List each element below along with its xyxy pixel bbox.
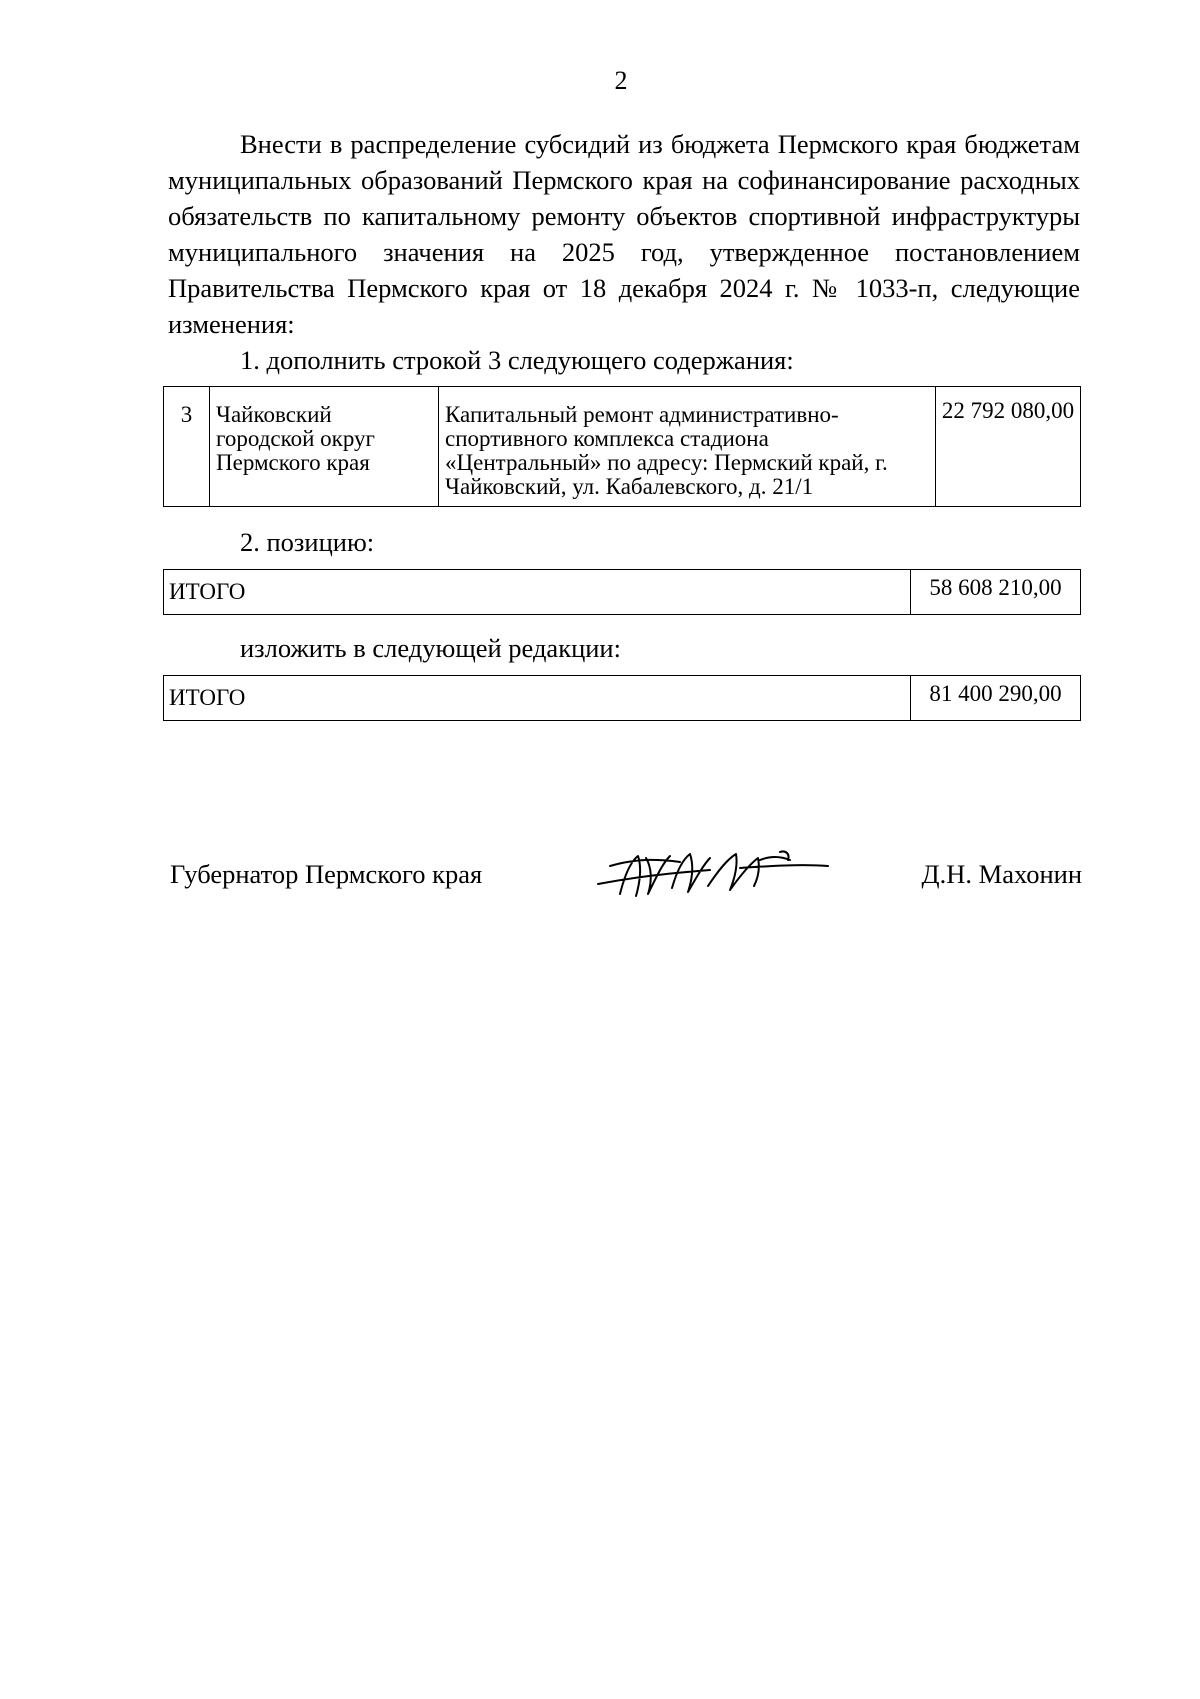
table-row <box>164 676 1081 721</box>
object-cell: Капитальный ремонт административно-спортивного комплекса стадиона «Центральный» по адресу: Пермский край, г. Чайковский, ул. Кабалевского, д. 21/1 <box>439 387 936 507</box>
old-total-table <box>163 569 1081 615</box>
municipality-cell: Чайковский городской округ Пермского края <box>210 387 439 507</box>
amendment-item-1: 1. дополнить строкой 3 следующего содержания: <box>240 345 794 375</box>
amount-cell: 22 792 080,00 <box>936 387 1081 507</box>
table-row <box>164 387 1081 507</box>
new-total-table <box>163 675 1081 721</box>
handwritten-signature <box>590 838 840 908</box>
new-row-table <box>163 386 1081 507</box>
intro-paragraph-block <box>168 126 1080 342</box>
old-total-amount: 58 608 210,00 <box>911 570 1081 615</box>
restate-line: изложить в следующей редакции: <box>240 633 621 663</box>
new-total-label: ИТОГО <box>164 676 911 721</box>
row-number-cell: 3 <box>164 387 210 507</box>
signatory-title: Губернатор Пермского края <box>170 859 483 889</box>
signatory-name: Д.Н. Махонин <box>921 859 1082 889</box>
intro-paragraph: Внести в распределение субсидий из бюджета Пермского края бюджетам муниципальных образований Пермского края на софинансирование расходных обязательств по капитальному ремонту объектов спортивной инфраструктуры муниципального значения на 2025 год, утвержденное постановлением Правительства Пермского края от 18 декабря 2024 г. № 1033-п, следующие изменения: <box>168 129 1080 339</box>
new-total-amount: 81 400 290,00 <box>911 676 1081 721</box>
old-total-label: ИТОГО <box>164 570 911 615</box>
page-number: 2 <box>614 66 628 95</box>
amendment-item-2: 2. позицию: <box>240 527 375 557</box>
table-row <box>164 570 1081 615</box>
